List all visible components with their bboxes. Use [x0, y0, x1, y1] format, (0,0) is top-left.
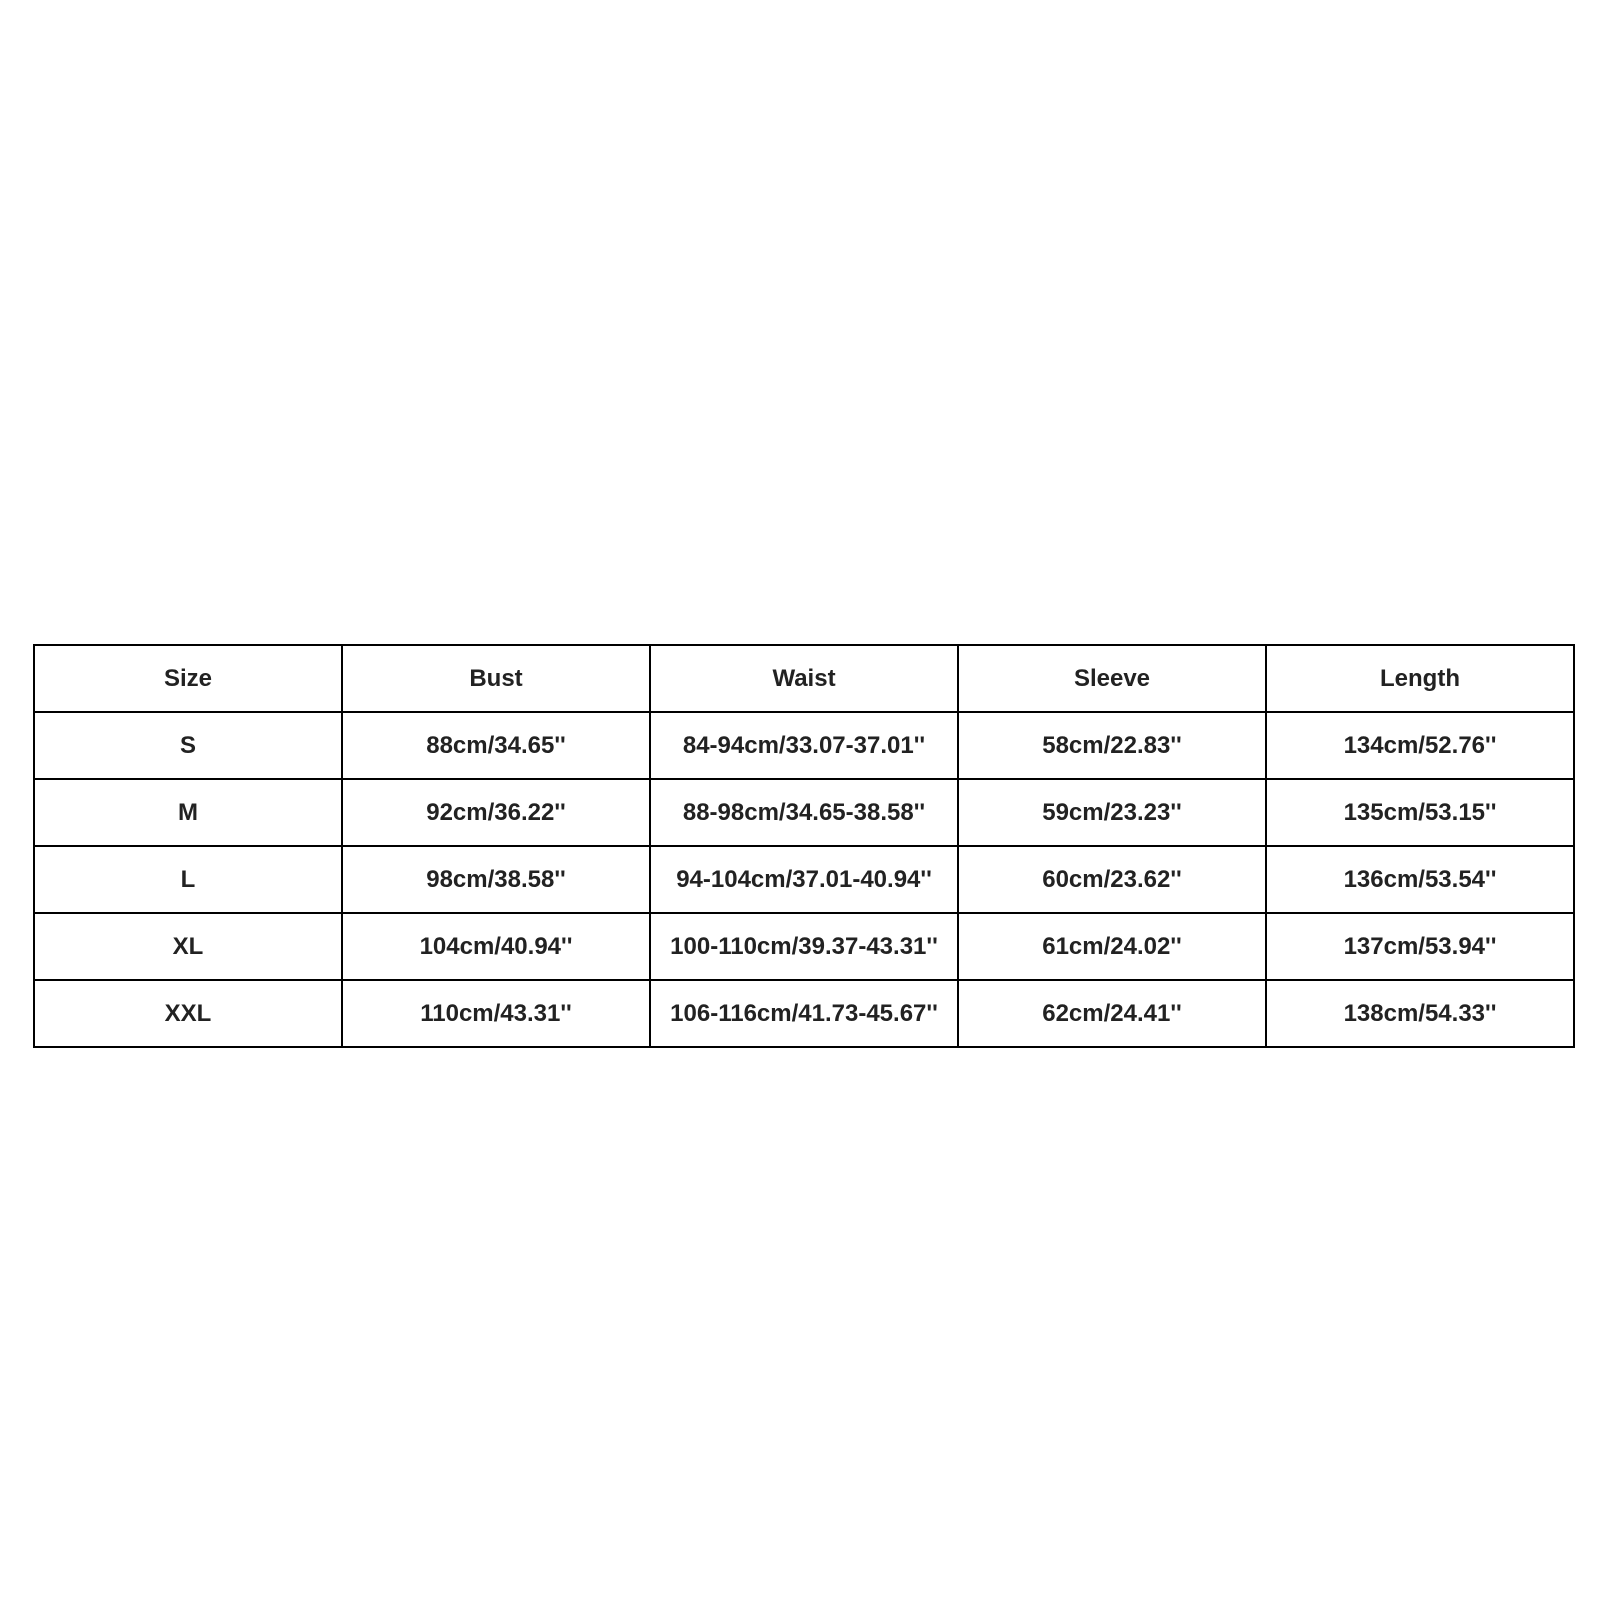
- cell-bust: 88cm/34.65'': [342, 712, 650, 779]
- header-length: Length: [1266, 645, 1574, 712]
- cell-sleeve: 61cm/24.02'': [958, 913, 1266, 980]
- table-row: [34, 913, 1574, 980]
- cell-sleeve: 62cm/24.41'': [958, 980, 1266, 1047]
- cell-waist: 94-104cm/37.01-40.94'': [650, 846, 958, 913]
- cell-sleeve: 60cm/23.62'': [958, 846, 1266, 913]
- table-row: [34, 779, 1574, 846]
- cell-length: 135cm/53.15'': [1266, 779, 1574, 846]
- cell-sleeve: 58cm/22.83'': [958, 712, 1266, 779]
- table-row: [34, 712, 1574, 779]
- cell-size: XXL: [34, 980, 342, 1047]
- size-chart-table: [33, 644, 1575, 1048]
- cell-length: 136cm/53.54'': [1266, 846, 1574, 913]
- table-header-row: [34, 645, 1574, 712]
- header-size: Size: [34, 645, 342, 712]
- cell-waist: 106-116cm/41.73-45.67'': [650, 980, 958, 1047]
- cell-length: 134cm/52.76'': [1266, 712, 1574, 779]
- cell-waist: 100-110cm/39.37-43.31'': [650, 913, 958, 980]
- cell-length: 137cm/53.94'': [1266, 913, 1574, 980]
- table-row: [34, 980, 1574, 1047]
- header-waist: Waist: [650, 645, 958, 712]
- cell-length: 138cm/54.33'': [1266, 980, 1574, 1047]
- cell-sleeve: 59cm/23.23'': [958, 779, 1266, 846]
- cell-bust: 104cm/40.94'': [342, 913, 650, 980]
- cell-bust: 92cm/36.22'': [342, 779, 650, 846]
- cell-bust: 110cm/43.31'': [342, 980, 650, 1047]
- cell-size: L: [34, 846, 342, 913]
- header-sleeve: Sleeve: [958, 645, 1266, 712]
- cell-waist: 88-98cm/34.65-38.58'': [650, 779, 958, 846]
- cell-waist: 84-94cm/33.07-37.01'': [650, 712, 958, 779]
- cell-size: XL: [34, 913, 342, 980]
- cell-size: M: [34, 779, 342, 846]
- cell-bust: 98cm/38.58'': [342, 846, 650, 913]
- table-row: [34, 846, 1574, 913]
- header-bust: Bust: [342, 645, 650, 712]
- cell-size: S: [34, 712, 342, 779]
